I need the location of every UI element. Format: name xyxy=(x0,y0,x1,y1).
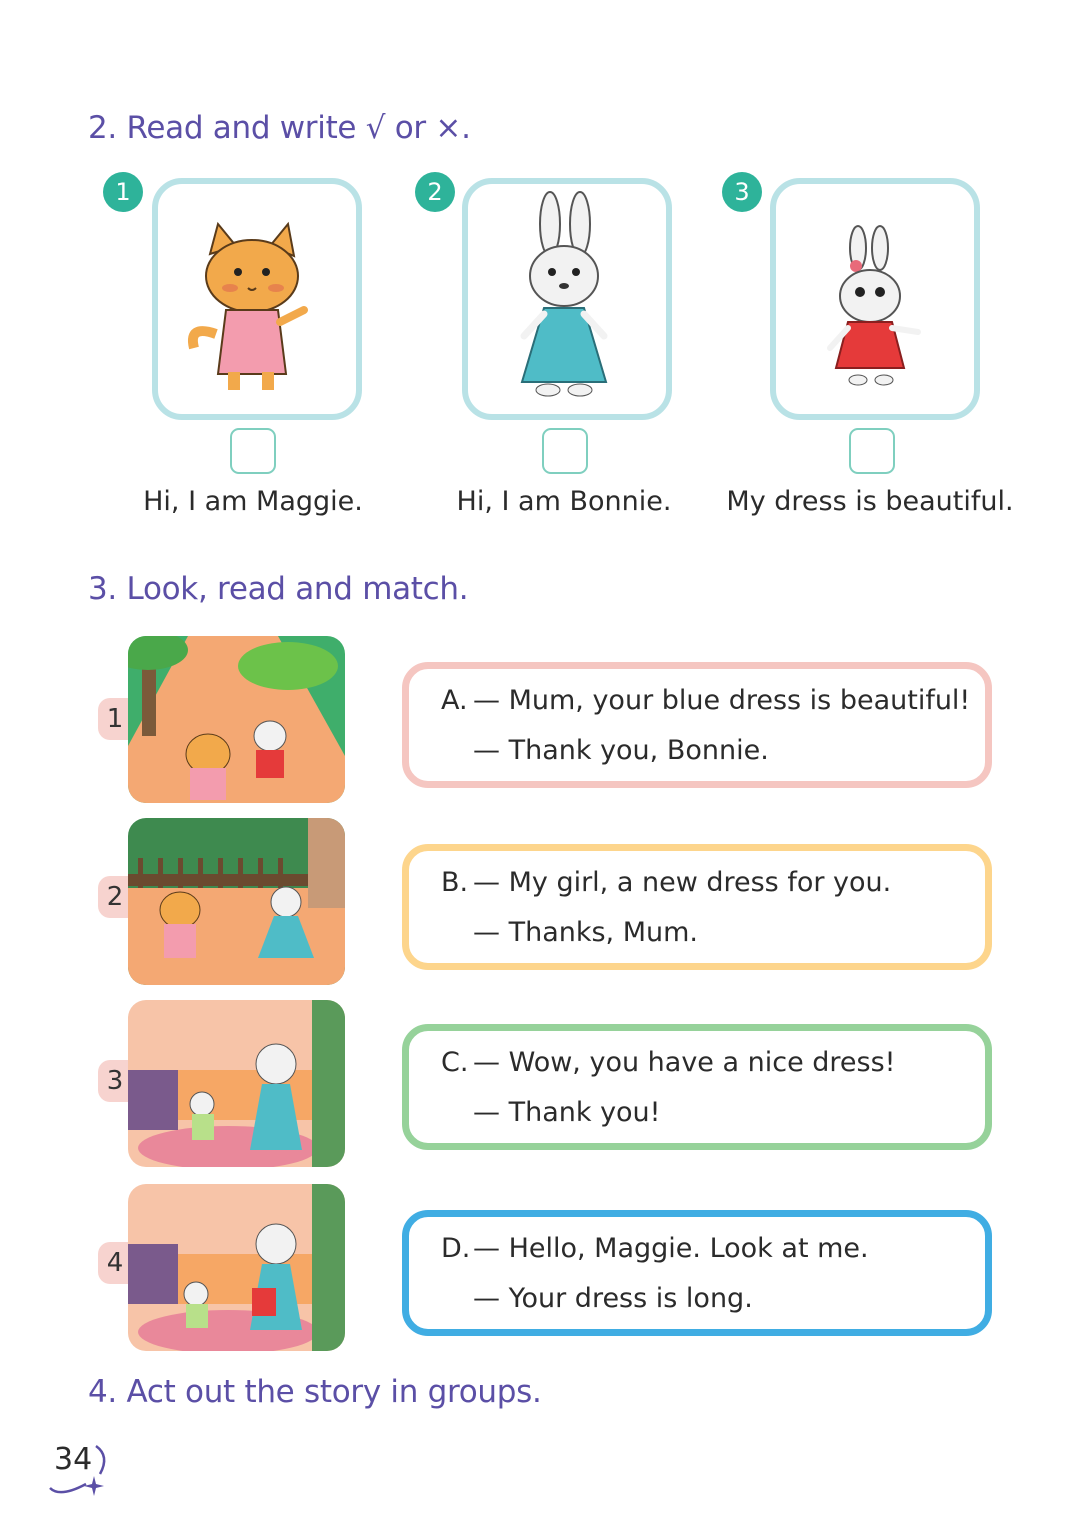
item-number-2: 2 xyxy=(415,172,455,212)
answer-box-3[interactable] xyxy=(849,428,895,474)
picture-card-1 xyxy=(152,178,362,420)
dialog-d-line-2: — Your dress is long. xyxy=(473,1283,753,1314)
scene-image-3 xyxy=(128,1000,345,1167)
dialog-a-line-2: — Thank you, Bonnie. xyxy=(473,735,769,766)
dialog-c-letter: C. xyxy=(441,1047,469,1078)
dialog-option-c[interactable] xyxy=(402,1024,992,1150)
dialog-a-letter: A. xyxy=(441,685,468,716)
dialog-d-letter: D. xyxy=(441,1233,471,1264)
dialog-b-line-2: — Thanks, Mum. xyxy=(473,917,699,948)
dialog-d-line-1: — Hello, Maggie. Look at me. xyxy=(473,1233,869,1264)
answer-box-1[interactable] xyxy=(230,428,276,474)
scene-number-2: 2 xyxy=(98,876,132,918)
sentence-2: Hi, I am Bonnie. xyxy=(456,486,672,517)
scene-number-1: 1 xyxy=(98,698,132,740)
item-number-1: 1 xyxy=(103,172,143,212)
scene-image-1 xyxy=(128,636,345,803)
dialog-b-line-1: — My girl, a new dress for you. xyxy=(473,867,892,898)
dialog-a-line-1: — Mum, your blue dress is beautiful! xyxy=(473,685,971,716)
cat-character-image xyxy=(158,184,356,414)
dialog-c-line-1: — Wow, you have a nice dress! xyxy=(473,1047,896,1078)
picture-card-2 xyxy=(462,178,672,420)
dialog-option-a[interactable] xyxy=(402,662,992,788)
scene-image-2 xyxy=(128,818,345,985)
dialog-option-d[interactable] xyxy=(402,1210,992,1336)
dialog-c-line-2: — Thank you! xyxy=(473,1097,661,1128)
rabbit-blue-dress-image xyxy=(468,184,666,414)
dialog-option-b[interactable] xyxy=(402,844,992,970)
dialog-b-letter: B. xyxy=(441,867,469,898)
scene-number-4: 4 xyxy=(98,1242,132,1284)
picture-card-3 xyxy=(770,178,980,420)
answer-box-2[interactable] xyxy=(542,428,588,474)
sentence-1: Hi, I am Maggie. xyxy=(143,486,363,517)
scene-number-3: 3 xyxy=(98,1060,132,1102)
rabbit-red-dress-image xyxy=(776,184,974,414)
section-2-heading: 2. Read and write √ or ×. xyxy=(88,110,471,146)
section-4-heading: 4. Act out the story in groups. xyxy=(88,1374,542,1410)
scene-image-4 xyxy=(128,1184,345,1351)
page-number-text: 34 xyxy=(54,1442,93,1477)
page-number xyxy=(40,1440,112,1500)
item-number-3: 3 xyxy=(722,172,762,212)
section-3-heading: 3. Look, read and match. xyxy=(88,571,469,607)
sentence-3: My dress is beautiful. xyxy=(726,486,1014,517)
